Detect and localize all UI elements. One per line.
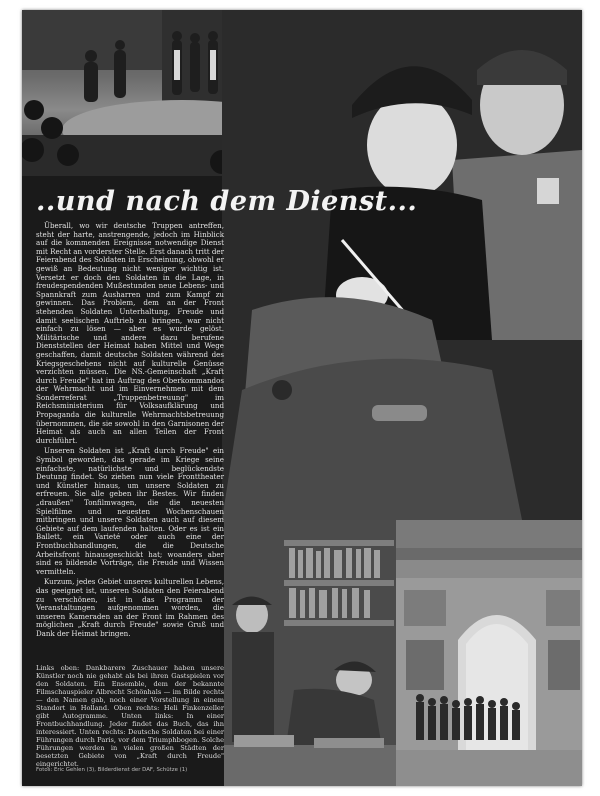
article-body — [36, 222, 224, 641]
photo-front-bookshop — [224, 520, 396, 786]
caption-text: Links oben: Dankbarere Zuschauer haben unsere Künstler noch nie gehabt als bei ihren Gastspielen vor den Soldaten. Ein Ensemble, dem der bekannte Filmschauspieler Albrecht Schönhals — im Bilde rechts — den Namen gab, noch einer Vorstellung in einem Standort in Holland. Oben rechts: Heli Finkenzeller gibt Autogramme. Unten links: In einer Frontbuchhandlung. Jeder findet das Buch, das ihn interessiert. Unten rechts: Deutsche Soldaten bei einer Führungen durch Paris, vor dem Triumphbogen. Solche Führungen werden in vielen großen Städten der besetzten Gebiete von „Kraft durch Freude" eingerichtet. — [36, 664, 224, 768]
photo-credit: Fotos: Eric Gehlen (3), Bilderdienst der DAF, Schütze (1) — [36, 767, 188, 773]
autograph-signing-illustration — [222, 10, 582, 520]
body-paragraph: Kurzum, jedes Gebiet unseres kulturellen Lebens, das geeignet ist, unseren Soldaten den Feierabend zu verschönen, ist in das Programm der Veranstaltungen aufgenommen worden, die unseren Kameraden an der Front im Rahmen des möglichen „Kraft durch Freude" sowie Gruß und Dank der Heimat bringen. — [36, 577, 224, 638]
headline: ..und nach dem Dienst... — [36, 186, 418, 217]
body-paragraph: Überall, wo wir deutsche Truppen antreffen, steht der harte, anstrengende, jedoch im Hinblick auf die kommenden Ereignisse notwendige Dienst mit Recht an vorderster Stelle. Erst danach tritt der Feierabend des Soldaten in Erscheinung, obwohl er gewiß an Bedeutung nicht weniger wichtig ist. Versetzt er doch den Soldaten in die Lage, in freudespendenden Mußestunden neue Lebens- und Spannkraft zum Ausharren und zum Kampf zu gewinnen. Das Problem, dem an der Front stehenden Soldaten Unterhaltung, Freude und damit seelischen Auftrieb zu bringen, war nicht einfach zu lösen — aber es wurde gelöst. Militärische und andere dazu berufene Dienststellen der Heimat haben Mittel und Wege geschaffen, damit deutsche Soldaten während des Kriegsgeschehens nicht auf kulturelle Genüsse verzichten müssen. Die NS.-Gemeinschaft „Kraft durch Freude" hat im Auftrag des Oberkommandos der Wehrmacht und im Einvernehmen mit dem Sonderreferat „Truppenbetreuung" im Reichsministerium für Volksaufklärung und Propaganda die kulturelle Wehrmachtsbetreuung übernommen, die sie sowohl in den Garnisonen der Heimat als auch an allen Teilen der Front durchführt. — [36, 221, 224, 445]
photo-autograph-signing — [222, 10, 582, 520]
photo-arc-de-triomphe — [396, 520, 582, 786]
photo-caption — [36, 664, 224, 768]
arc-de-triomphe-illustration — [396, 520, 582, 786]
body-paragraph: Unseren Soldaten ist „Kraft durch Freude" ein Symbol geworden, das gerade im Kriege seine einfachste, natürlichste und beglückendste Deutung findet. So ziehen nun viele Fronttheater und Künstler hinaus, um unsere Soldaten zu erfreuen. Sie alle geben ihr Bestes. Wir finden „draußen" Tonfilmwagen, die die neuesten Spielfilme und neuesten Wochenschauen mitbringen und unsere Soldaten auch auf diesem Gebiete auf dem laufenden halten. Oder es ist ein Ballett, ein Varieté oder auch eine der Frontbuchhandlungen, die die Deutsche Arbeitsfront hinausgeschickt hat; woanders aber sind es bildende Vorträge, die Freude und Wissen vermitteln. — [36, 446, 224, 576]
front-bookshop-illustration — [224, 520, 396, 786]
magazine-page — [22, 10, 582, 786]
